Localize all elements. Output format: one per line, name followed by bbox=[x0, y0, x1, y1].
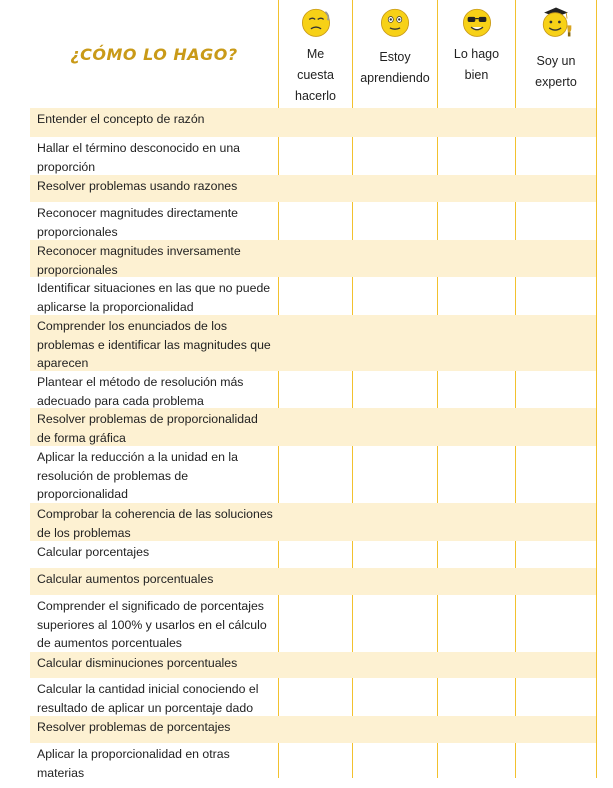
level-label-line: aprendiendo bbox=[360, 71, 430, 85]
level-cell[interactable] bbox=[517, 371, 597, 408]
level-cell[interactable] bbox=[278, 541, 358, 568]
competency-text: Comprobar la coherencia de las soluciones de los problemas bbox=[37, 507, 273, 540]
competency-text: Aplicar la proporcionalidad en otras materias bbox=[37, 747, 230, 780]
page-title: ¿CÓMO LO HAGO? bbox=[70, 44, 238, 64]
level-cell[interactable] bbox=[278, 595, 358, 652]
level-cell[interactable] bbox=[278, 503, 358, 541]
level-cell[interactable] bbox=[437, 446, 517, 503]
competency-text: Resolver problemas de porcentajes bbox=[37, 720, 231, 734]
level-cell[interactable] bbox=[358, 541, 438, 568]
competency-text: Plantear el método de resolución más adecuado para cada problema bbox=[37, 375, 244, 408]
level-cell[interactable] bbox=[517, 408, 597, 446]
competency-text: Calcular aumentos porcentuales bbox=[37, 572, 214, 586]
level-cell[interactable] bbox=[358, 277, 438, 315]
level-cell[interactable] bbox=[437, 202, 517, 240]
level-cell[interactable] bbox=[437, 315, 517, 371]
level-cell[interactable] bbox=[517, 652, 597, 678]
level-cell[interactable] bbox=[437, 652, 517, 678]
table-row bbox=[30, 503, 596, 541]
level-cell[interactable] bbox=[278, 652, 358, 678]
level-label-line: bien bbox=[464, 68, 489, 82]
cool-sunglasses-face-icon bbox=[460, 5, 494, 39]
level-cell[interactable] bbox=[358, 240, 438, 277]
table-row bbox=[30, 277, 596, 315]
competency-text: Hallar el término desconocido en una proporción bbox=[37, 141, 241, 174]
level-cell[interactable] bbox=[517, 503, 597, 541]
level-header-me-cuesta bbox=[279, 0, 352, 108]
level-cell[interactable] bbox=[358, 371, 438, 408]
level-cell[interactable] bbox=[517, 595, 597, 652]
level-cell[interactable] bbox=[437, 408, 517, 446]
level-label-line: Lo hago bbox=[453, 47, 500, 61]
level-cell[interactable] bbox=[278, 202, 358, 240]
level-cell[interactable] bbox=[358, 175, 438, 202]
level-cell[interactable] bbox=[517, 202, 597, 240]
competency-text: Comprender los enunciados de los problemas e identificar las magnitudes que aparecen bbox=[37, 319, 271, 370]
level-cell[interactable] bbox=[437, 568, 517, 595]
level-cell[interactable] bbox=[437, 108, 517, 137]
table-row bbox=[30, 595, 596, 652]
level-cell[interactable] bbox=[437, 277, 517, 315]
level-cell[interactable] bbox=[437, 541, 517, 568]
competency-text: Comprender el significado de porcentajes superiores al 100% y usarlos en el cálculo de aumentos porcentuales bbox=[37, 599, 267, 650]
level-cell[interactable] bbox=[278, 568, 358, 595]
competency-table bbox=[30, 108, 596, 783]
competency-text: Resolver problemas de proporcionalidad de forma gráfica bbox=[37, 412, 258, 445]
level-label-line: cuesta bbox=[297, 68, 334, 82]
table-row bbox=[30, 678, 596, 716]
level-cell[interactable] bbox=[358, 503, 438, 541]
competency-text: Identificar situaciones en las que no puede aplicarse la proporcionalidad bbox=[37, 281, 271, 314]
table-row bbox=[30, 371, 596, 408]
table-row bbox=[30, 743, 596, 783]
level-label-line: Me bbox=[306, 47, 325, 61]
level-cell[interactable] bbox=[517, 446, 597, 503]
table-row bbox=[30, 202, 596, 240]
level-cell[interactable] bbox=[517, 277, 597, 315]
competency-text: Reconocer magnitudes inversamente proporcionales bbox=[37, 244, 241, 277]
level-cell[interactable] bbox=[517, 108, 597, 137]
level-cell[interactable] bbox=[358, 678, 438, 716]
table-row bbox=[30, 568, 596, 595]
level-cell[interactable] bbox=[278, 716, 358, 743]
level-cell[interactable] bbox=[358, 108, 438, 137]
level-cell[interactable] bbox=[517, 678, 597, 716]
table-row bbox=[30, 137, 596, 175]
table-row bbox=[30, 446, 596, 503]
level-header-soy-un-experto bbox=[516, 0, 596, 108]
level-cell[interactable] bbox=[358, 446, 438, 503]
level-cell[interactable] bbox=[278, 743, 358, 783]
competency-text: Calcular porcentajes bbox=[37, 545, 150, 559]
level-label-line: experto bbox=[535, 75, 577, 89]
level-cell[interactable] bbox=[278, 315, 358, 371]
level-cell[interactable] bbox=[278, 137, 358, 175]
level-cell[interactable] bbox=[278, 108, 358, 137]
level-cell[interactable] bbox=[278, 277, 358, 315]
level-cell[interactable] bbox=[278, 446, 358, 503]
level-cell[interactable] bbox=[517, 175, 597, 202]
graduate-trophy-face-icon bbox=[539, 5, 573, 39]
level-cell[interactable] bbox=[278, 175, 358, 202]
level-cell[interactable] bbox=[437, 743, 517, 783]
level-cell[interactable] bbox=[278, 371, 358, 408]
table-row bbox=[30, 652, 596, 678]
table-row bbox=[30, 408, 596, 446]
table-row bbox=[30, 240, 596, 277]
thinking-face-icon bbox=[378, 5, 412, 39]
level-cell[interactable] bbox=[278, 678, 358, 716]
level-header-estoy-aprendiendo bbox=[353, 0, 437, 108]
table-row bbox=[30, 108, 596, 137]
level-label-line: Soy un bbox=[536, 54, 576, 68]
level-cell[interactable] bbox=[517, 716, 597, 743]
level-cell[interactable] bbox=[358, 716, 438, 743]
level-cell[interactable] bbox=[358, 652, 438, 678]
level-header-lo-hago-bien bbox=[438, 0, 515, 108]
competency-text: Calcular la cantidad inicial conociendo el resultado de aplicar un porcentaje dado bbox=[37, 682, 259, 715]
level-cell[interactable] bbox=[278, 408, 358, 446]
level-cell[interactable] bbox=[437, 137, 517, 175]
table-row bbox=[30, 315, 596, 371]
competency-text: Entender el concepto de razón bbox=[37, 112, 205, 126]
level-cell[interactable] bbox=[437, 371, 517, 408]
level-cell[interactable] bbox=[437, 240, 517, 277]
level-cell[interactable] bbox=[358, 315, 438, 371]
level-cell[interactable] bbox=[517, 568, 597, 595]
level-cell[interactable] bbox=[517, 743, 597, 783]
grid-line bbox=[596, 0, 597, 778]
level-label-line: hacerlo bbox=[295, 89, 336, 103]
level-cell[interactable] bbox=[517, 240, 597, 277]
level-cell[interactable] bbox=[437, 716, 517, 743]
level-cell[interactable] bbox=[437, 595, 517, 652]
level-cell[interactable] bbox=[437, 678, 517, 716]
competency-text: Resolver problemas usando razones bbox=[37, 179, 238, 193]
level-cell[interactable] bbox=[437, 175, 517, 202]
level-cell[interactable] bbox=[517, 137, 597, 175]
table-row bbox=[30, 175, 596, 202]
level-cell[interactable] bbox=[358, 408, 438, 446]
level-cell[interactable] bbox=[358, 568, 438, 595]
level-cell[interactable] bbox=[437, 503, 517, 541]
level-cell[interactable] bbox=[358, 595, 438, 652]
table-row bbox=[30, 541, 596, 568]
competency-text: Reconocer magnitudes directamente proporcionales bbox=[37, 206, 238, 239]
level-label-line: Estoy bbox=[379, 50, 411, 64]
level-cell[interactable] bbox=[358, 137, 438, 175]
level-cell[interactable] bbox=[358, 202, 438, 240]
level-cell[interactable] bbox=[358, 743, 438, 783]
level-cell[interactable] bbox=[517, 541, 597, 568]
level-cell[interactable] bbox=[278, 240, 358, 277]
level-cell[interactable] bbox=[517, 315, 597, 371]
sad-face-icon bbox=[299, 5, 333, 39]
competency-text: Aplicar la reducción a la unidad en la resolución de problemas de proporcionalidad bbox=[37, 450, 238, 501]
competency-text: Calcular disminuciones porcentuales bbox=[37, 656, 238, 670]
table-row bbox=[30, 716, 596, 743]
